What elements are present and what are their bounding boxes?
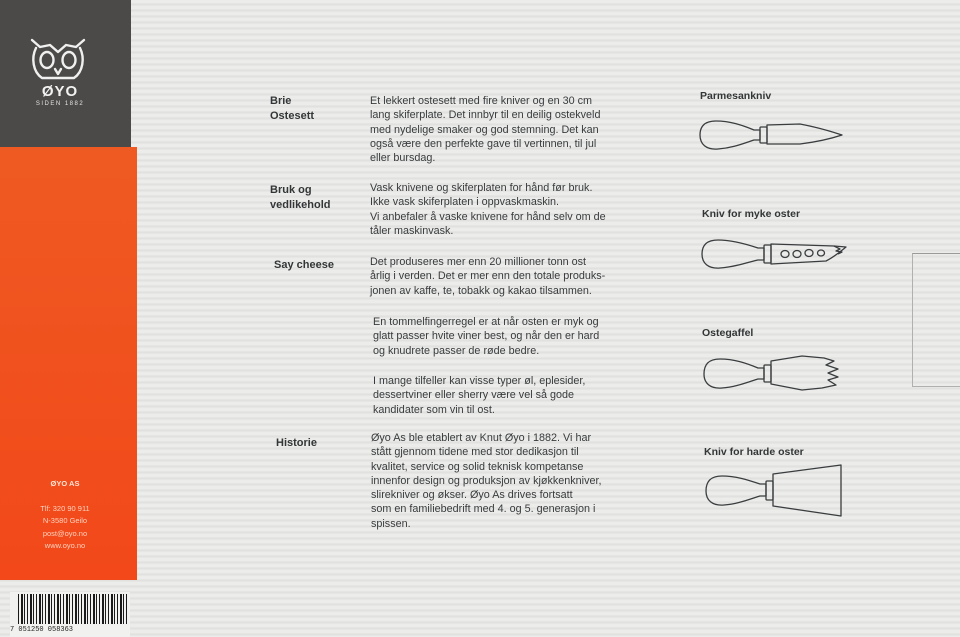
- contact-block: [0, 478, 130, 553]
- paragraph-bruk-og-vedlikehold: Vask knivene og skiferplaten for hånd før bruk. Ikke vask skiferplaten i oppvaskmaskin. Vi anbefaler å vaske knivene for hånd selv om de tåler maskinvask.: [370, 182, 606, 237]
- paragraph-say-cheese-2: En tommelfingerregel er at når osten er myk og glatt passer hvite viner best, og når den er hard og knudrete passer de røde bedre.: [373, 316, 600, 357]
- barcode-number: 7 051250 058363: [10, 626, 74, 634]
- hard-cheese-knife-icon: [704, 462, 844, 518]
- heading-say-cheese: Say cheese: [274, 259, 334, 271]
- paragraph-brie-ostesett: Et lekkert ostesett med fire kniver og en 30 cm lang skiferplate. Det innbyr til en deilig ostekveld med nydelige smaker og god stemning. Det kan også være den perfekte gave til vertinnen, til jul eller bursdag.: [370, 95, 601, 165]
- contact-company: ØYO AS: [50, 479, 80, 488]
- brand-name: ØYO: [41, 83, 79, 100]
- brand-block: [0, 0, 131, 147]
- soft-cheese-knife-icon: [700, 236, 850, 276]
- brand-since: SIDEN 1882: [35, 101, 85, 107]
- orange-panel: [0, 147, 137, 580]
- label-parmesankniv: Parmesankniv: [700, 90, 772, 102]
- heading-historie: Historie: [276, 437, 317, 449]
- contact-phone: Tlf: 320 90 911: [40, 503, 90, 513]
- paragraph-say-cheese-3: I mange tilfeller kan visse typer øl, eplesider, dessertviner eller sherry være vel så gode kandidater som vin til ost.: [373, 375, 586, 416]
- label-kniv-for-harde-oster: Kniv for harde oster: [704, 446, 804, 458]
- box-edge-outline: [912, 253, 960, 387]
- cheese-fork-icon: [702, 352, 847, 396]
- paragraph-say-cheese-1: Det produseres mer enn 20 millioner tonn ost årlig i verden. Det er mer enn den totale produks- jonen av kaffe, te, tobakk og kakao tilsammen.: [370, 256, 606, 297]
- label-ostegaffel: Ostegaffel: [702, 327, 754, 339]
- paragraph-historie: Øyo As ble etablert av Knut Øyo i 1882. Vi har stått gjennom tidene med stor dedikasjon til kvalitet, service og solid teknisk kompetanse innenfor design og produksjon av kjøkkenkniver, slirekniver og økser. Øyo As drives fortsatt som en familiebedrift med 4. og 5. generasjon i spissen.: [371, 432, 602, 530]
- contact-email: post@oyo.no: [42, 528, 88, 538]
- heading-bruk-og-vedlikehold: Bruk og vedlikehold: [270, 184, 331, 211]
- barcode-bars: [18, 594, 128, 624]
- parmesan-knife-icon: [698, 114, 848, 156]
- barcode: [10, 592, 130, 637]
- heading-brie-ostesett: Brie Ostesett: [270, 95, 315, 122]
- label-kniv-for-myke-oster: Kniv for myke oster: [702, 208, 801, 220]
- owl-icon: [28, 36, 88, 82]
- contact-web: www.oyo.no: [44, 541, 86, 550]
- contact-address: N-3580 Geilo: [42, 516, 88, 525]
- brand-sidebar: [0, 0, 136, 637]
